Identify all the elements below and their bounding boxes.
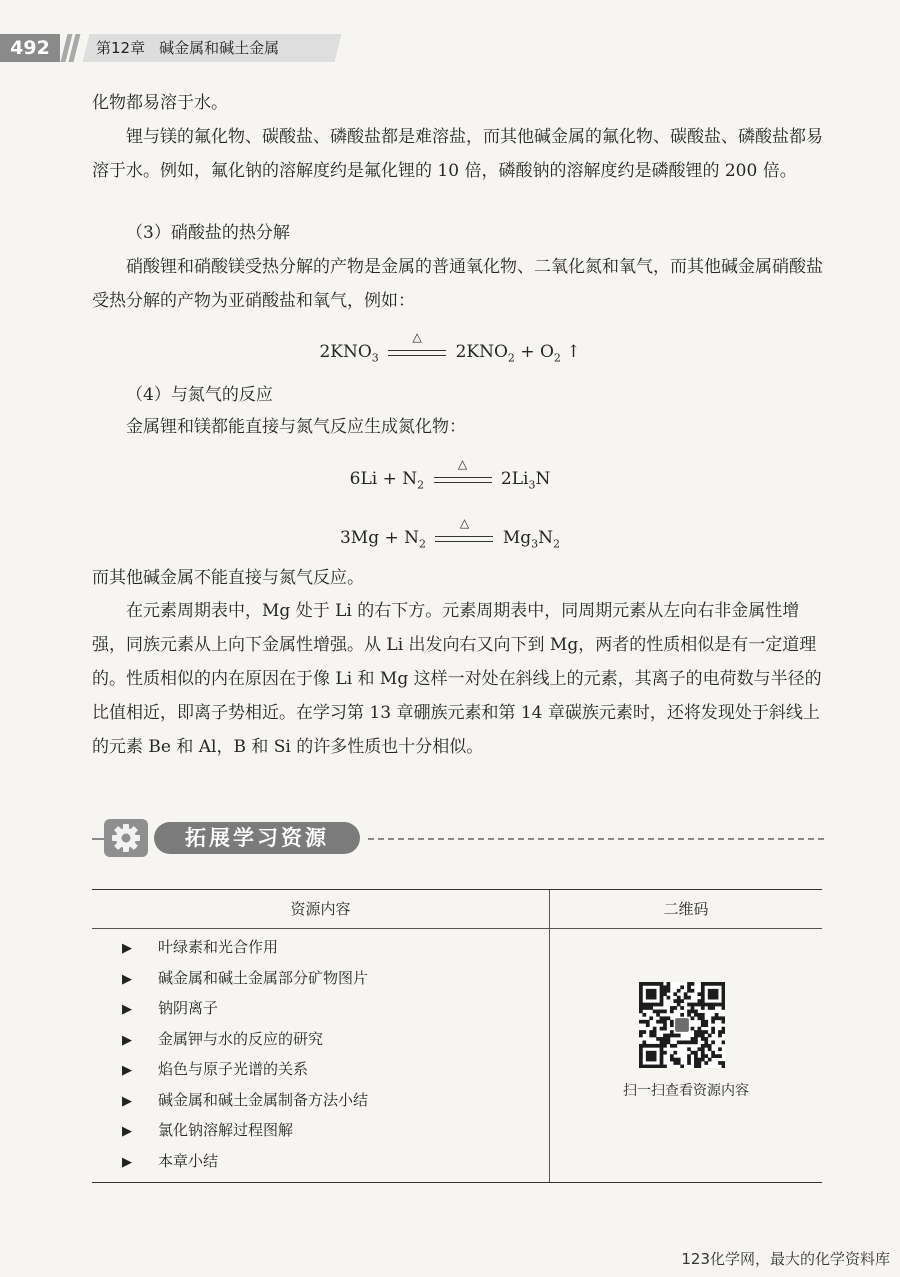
paragraph: 在元素周期表中，Mg 处于 Li 的右下方。元素周期表中，同周期元素从左向右非金属性增强，同族元素从上向下金属性增强。从 Li 出发向右又向下到 Mg，两者的性质相似是有一定道理的。性质相似的内在原因在于像 Li 和 Mg 这样一对处在斜线上的元素，其离子的电荷数与半径的比值相近，即离子势相近。在学习第 13 章硼族元素和第 14 章碳族元素时，还将发现处于斜线上的元素 Be 和 Al，B 和 Si 的许多性质也十分相似。 <box>92 601 822 757</box>
bullet-icon: ▶ <box>122 1002 132 1017</box>
paragraph: 而其他碱金属不能直接与氮气反应。 <box>92 568 364 588</box>
column-header-content: 资源内容 <box>290 900 351 918</box>
bullet-icon: ▶ <box>122 1124 132 1139</box>
equation-potassium-nitrate: $2KNO_3$ △ $2KNO_2 + O_2$ ↑ <box>319 329 581 365</box>
gear-icon <box>104 819 148 857</box>
bullet-icon: ▶ <box>122 1063 132 1078</box>
page-header <box>0 34 900 62</box>
watermark: 123化学网，最大的化学资料库 <box>681 1250 890 1268</box>
bullet-icon: ▶ <box>122 1093 132 1109</box>
extended-resources-banner <box>92 815 824 861</box>
chapter-number: 第12章 <box>96 39 146 57</box>
resource-item[interactable]: ▶ 金属钾与水的反应的研究 <box>122 1024 368 1055</box>
resource-item[interactable]: ▶ 本章小结 <box>122 1146 368 1177</box>
paragraph: 硝酸锂和硝酸镁受热分解的产物是金属的普通氧化物、二氧化氮和氧气，而其他碱金属硝酸盐受热分解的产物为亚硝酸盐和氧气，例如： <box>92 257 823 311</box>
section-heading: （3）硝酸盐的热分解 <box>126 223 290 243</box>
resource-item[interactable]: ▶ 碱金属和碱土金属制备方法小结 <box>122 1085 368 1116</box>
qr-code[interactable] <box>639 982 725 1068</box>
paragraph: 锂与镁的氟化物、碳酸盐、磷酸盐都是难溶盐，而其他碱金属的氟化物、碳酸盐、磷酸盐都易溶于水。例如，氟化钠的溶解度约是氟化锂的 10 倍，磷酸钠的溶解度约是磷酸锂的 200 倍。 <box>92 127 823 181</box>
resource-list <box>122 932 368 1176</box>
banner-title: 拓展学习资源 <box>154 822 360 854</box>
section-heading: （4）与氮气的反应 <box>126 385 273 405</box>
chapter-name: 碱金属和碱土金属 <box>159 39 280 57</box>
resources-table <box>92 889 822 1183</box>
chapter-title <box>96 34 293 62</box>
table-header <box>92 890 822 929</box>
bullet-icon: ▶ <box>122 1032 132 1048</box>
paragraph: 化物都易溶于水。 <box>92 93 228 113</box>
equation-magnesium-nitride: $3Mg + N_2$ △ $Mg_3N_2$ <box>339 515 561 551</box>
bullet-icon: ▶ <box>122 1154 132 1170</box>
bullet-icon: ▶ <box>122 971 132 987</box>
paragraph: 金属锂和镁都能直接与氮气反应生成氮化物： <box>126 417 466 437</box>
heating-condition: △ <box>435 532 493 546</box>
resource-item[interactable]: ▶ 钠阴离子 <box>122 993 368 1024</box>
resource-item[interactable]: ▶ 氯化钠溶解过程图解 <box>122 1115 368 1146</box>
heating-condition: △ <box>388 346 446 360</box>
heating-condition: △ <box>434 473 492 487</box>
qr-caption: 扫一扫查看资源内容 <box>623 1083 749 1099</box>
column-header-qrcode: 二维码 <box>663 900 709 918</box>
equation-lithium-nitride: $6Li + N_2$ △ $2Li_3N$ <box>349 456 551 492</box>
bullet-icon: ▶ <box>122 941 132 956</box>
resource-item[interactable]: ▶ 叶绿素和光合作用 <box>122 932 368 963</box>
resource-item[interactable]: ▶ 焰色与原子光谱的关系 <box>122 1054 368 1085</box>
resource-item[interactable]: ▶ 碱金属和碱土金属部分矿物图片 <box>122 963 368 994</box>
page-number: 492 <box>0 34 60 62</box>
